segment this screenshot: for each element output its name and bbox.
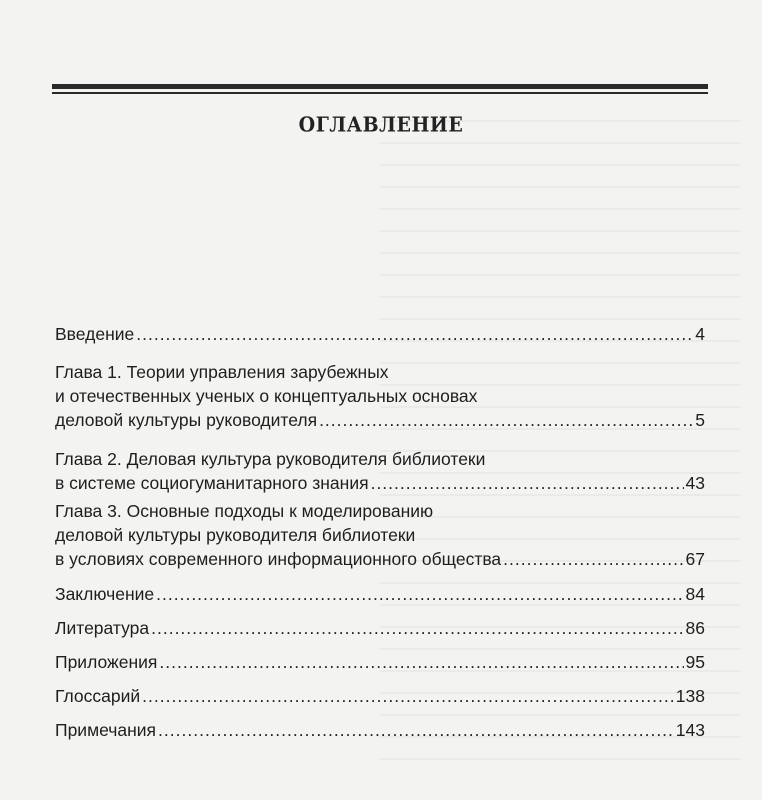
toc-entry-notes[interactable] bbox=[55, 718, 705, 742]
entry-title: Приложения bbox=[55, 652, 158, 672]
toc-entry-introduction[interactable] bbox=[55, 322, 705, 346]
toc-entry-literature[interactable] bbox=[55, 616, 705, 640]
page-number: 5 bbox=[695, 410, 705, 430]
page-title: ОГЛАВЛЕНИЕ bbox=[298, 112, 464, 138]
toc-entry-chapter-1[interactable] bbox=[55, 360, 705, 432]
page-number: 143 bbox=[675, 720, 705, 740]
toc-entry-glossary[interactable] bbox=[55, 684, 705, 708]
entry-title: Глоссарий bbox=[55, 686, 141, 706]
entry-title-line: деловой культуры руководителя библиотеки bbox=[55, 525, 416, 545]
page-number: 4 bbox=[695, 324, 705, 344]
page-number: 67 bbox=[685, 549, 705, 569]
toc-entry-conclusion[interactable] bbox=[55, 582, 705, 606]
leader-dots bbox=[159, 650, 683, 674]
toc-entry-appendices[interactable] bbox=[55, 650, 705, 674]
leader-dots bbox=[156, 582, 683, 606]
entry-title-line: деловой культуры руководителя bbox=[55, 410, 318, 430]
header-rule-thick bbox=[52, 84, 708, 89]
header-rule-thin bbox=[52, 92, 708, 94]
toc-entry-chapter-3[interactable] bbox=[55, 499, 705, 571]
page-number: 95 bbox=[685, 652, 705, 672]
entry-title: Примечания bbox=[55, 720, 157, 740]
toc-entry-chapter-2[interactable] bbox=[55, 447, 705, 495]
entry-title: Заключение bbox=[55, 584, 155, 604]
entry-title-line: в системе социогуманитарного знания bbox=[55, 473, 369, 493]
entry-title-line: и отечественных ученых о концептуальных основах bbox=[55, 386, 478, 406]
entry-title-line: в условиях современного информационного общества bbox=[55, 549, 502, 569]
entry-title-line: Глава 2. Деловая культура руководителя библиотеки bbox=[55, 449, 486, 469]
leader-dots bbox=[151, 616, 683, 640]
page-number: 84 bbox=[685, 584, 705, 604]
leader-dots bbox=[371, 471, 684, 495]
leader-dots bbox=[503, 547, 683, 571]
entry-title: Литература bbox=[55, 618, 150, 638]
page-number: 43 bbox=[685, 473, 705, 493]
leader-dots bbox=[136, 322, 693, 346]
page-number: 138 bbox=[675, 686, 705, 706]
entry-title-line: Глава 3. Основные подходы к моделированию bbox=[55, 501, 434, 521]
leader-dots bbox=[158, 718, 674, 742]
entry-title: Введение bbox=[55, 324, 135, 344]
entry-title-line: Глава 1. Теории управления зарубежных bbox=[55, 362, 389, 382]
leader-dots bbox=[319, 408, 693, 432]
leader-dots bbox=[142, 684, 674, 708]
page-number: 86 bbox=[685, 618, 705, 638]
